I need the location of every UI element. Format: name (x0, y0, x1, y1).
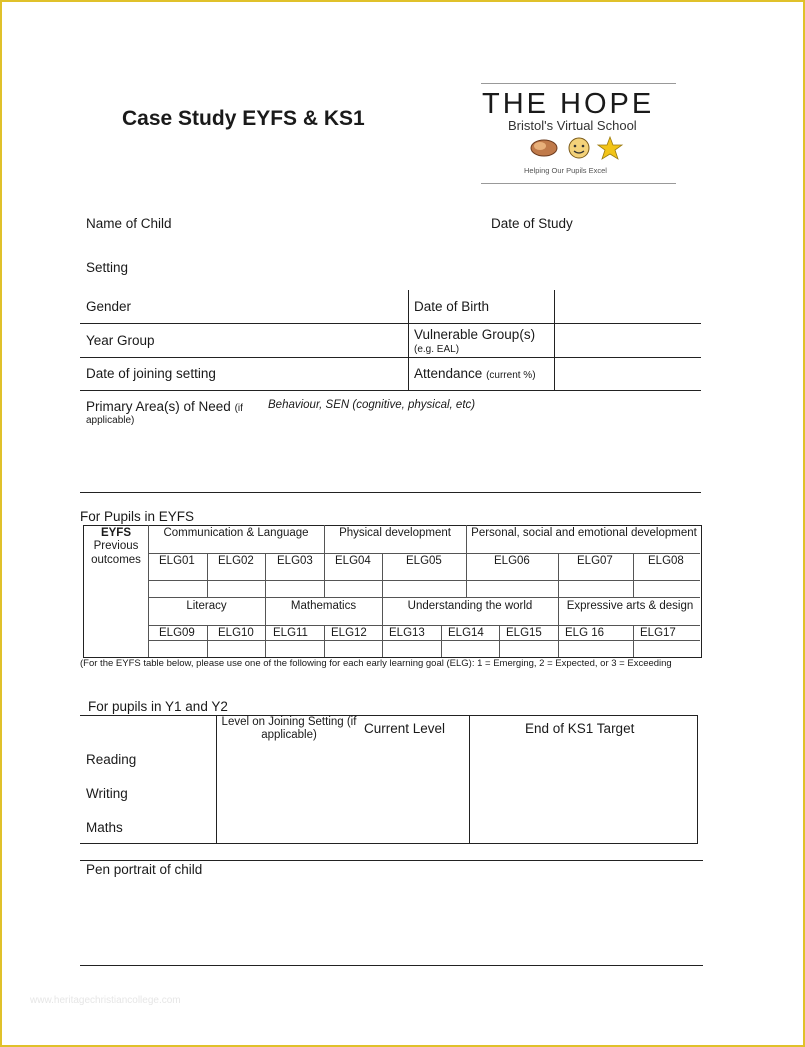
elg11-code: ELG11 (273, 627, 308, 639)
elg14-code: ELG14 (448, 627, 484, 639)
area-literacy: Literacy (186, 600, 227, 612)
eyfs-row-header: EYFS (100, 527, 132, 539)
year-group-label: Year Group (86, 333, 155, 348)
name-of-child-label: Name of Child (86, 216, 172, 231)
elg06-code: ELG06 (494, 555, 530, 567)
col-level-on-joining: Level on Joining Setting (if applicable) (221, 716, 357, 741)
area-understanding-world: Understanding the world (407, 600, 533, 612)
elg04-code: ELG04 (335, 555, 371, 567)
vulnerable-groups-label: Vulnerable Group(s) (414, 327, 536, 342)
elg05-code: ELG05 (406, 555, 442, 567)
elg01-code: ELG01 (159, 555, 195, 567)
vulnerable-groups-note: (e.g. EAL) (414, 344, 460, 355)
area-mathematics: Mathematics (290, 600, 357, 612)
area-communication-language: Communication & Language (163, 527, 309, 539)
area-expressive-arts: Expressive arts & design (566, 600, 694, 612)
elg09-code: ELG09 (159, 627, 195, 639)
pen-portrait-label: Pen portrait of child (86, 862, 203, 877)
attendance-note: (current %) (486, 370, 536, 381)
area-personal-social-emotional: Personal, social and emotional development (471, 527, 697, 539)
elg15-code: ELG15 (506, 627, 542, 639)
page-title: Case Study EYFS & KS1 (122, 107, 365, 130)
row-reading: Reading (86, 752, 137, 767)
logo-sub-text: Bristol's Virtual School (508, 118, 637, 133)
eyfs-row-header-outcomes: outcomes (91, 554, 141, 566)
eyfs-heading: For Pupils in EYFS (80, 509, 195, 524)
col-current-level: Current Level (364, 721, 446, 736)
ks1-heading: For pupils in Y1 and Y2 (88, 699, 228, 714)
logo-main-text: THE HOPE (482, 88, 655, 120)
primary-area-note: (if (234, 403, 243, 414)
eyfs-scoring-note: (For the EYFS table below, please use one of the following for each early learning goal (ELG): 1 = Emerging, 2 = Expected, or 3 = Exceeding (80, 658, 672, 669)
watermark-text: www.heritagechristiancollege.com (30, 995, 181, 1006)
primary-area-hint: Behaviour, SEN (cognitive, physical, etc) (268, 399, 476, 411)
row-maths: Maths (86, 820, 123, 835)
elg02-code: ELG02 (218, 555, 254, 567)
elg07-code: ELG07 (577, 555, 613, 567)
elg10-code: ELG10 (218, 627, 254, 639)
eyfs-row-header-previous: Previous (93, 540, 139, 552)
attendance-label: Attendance (current %) (414, 366, 536, 381)
area-physical-development: Physical development (339, 527, 451, 539)
elg03-code: ELG03 (277, 555, 313, 567)
primary-area-label: Primary Area(s) of Need (if (86, 399, 243, 414)
setting-label: Setting (86, 260, 129, 275)
date-of-joining-label: Date of joining setting (86, 366, 216, 381)
logo-emblem-icon (528, 135, 628, 161)
elg13-code: ELG13 (389, 627, 425, 639)
primary-area-note-2: applicable) (86, 415, 135, 426)
col-end-ks1-target: End of KS1 Target (525, 721, 635, 736)
elg16-code: ELG 16 (565, 627, 604, 639)
elg12-code: ELG12 (331, 627, 367, 639)
logo-tagline: Helping Our Pupils Excel (524, 166, 607, 175)
row-writing: Writing (86, 786, 128, 801)
gender-label: Gender (86, 299, 132, 314)
date-of-study-label: Date of Study (491, 216, 573, 231)
date-of-birth-label: Date of Birth (414, 299, 490, 314)
elg17-code: ELG17 (640, 627, 676, 639)
elg08-code: ELG08 (648, 555, 684, 567)
